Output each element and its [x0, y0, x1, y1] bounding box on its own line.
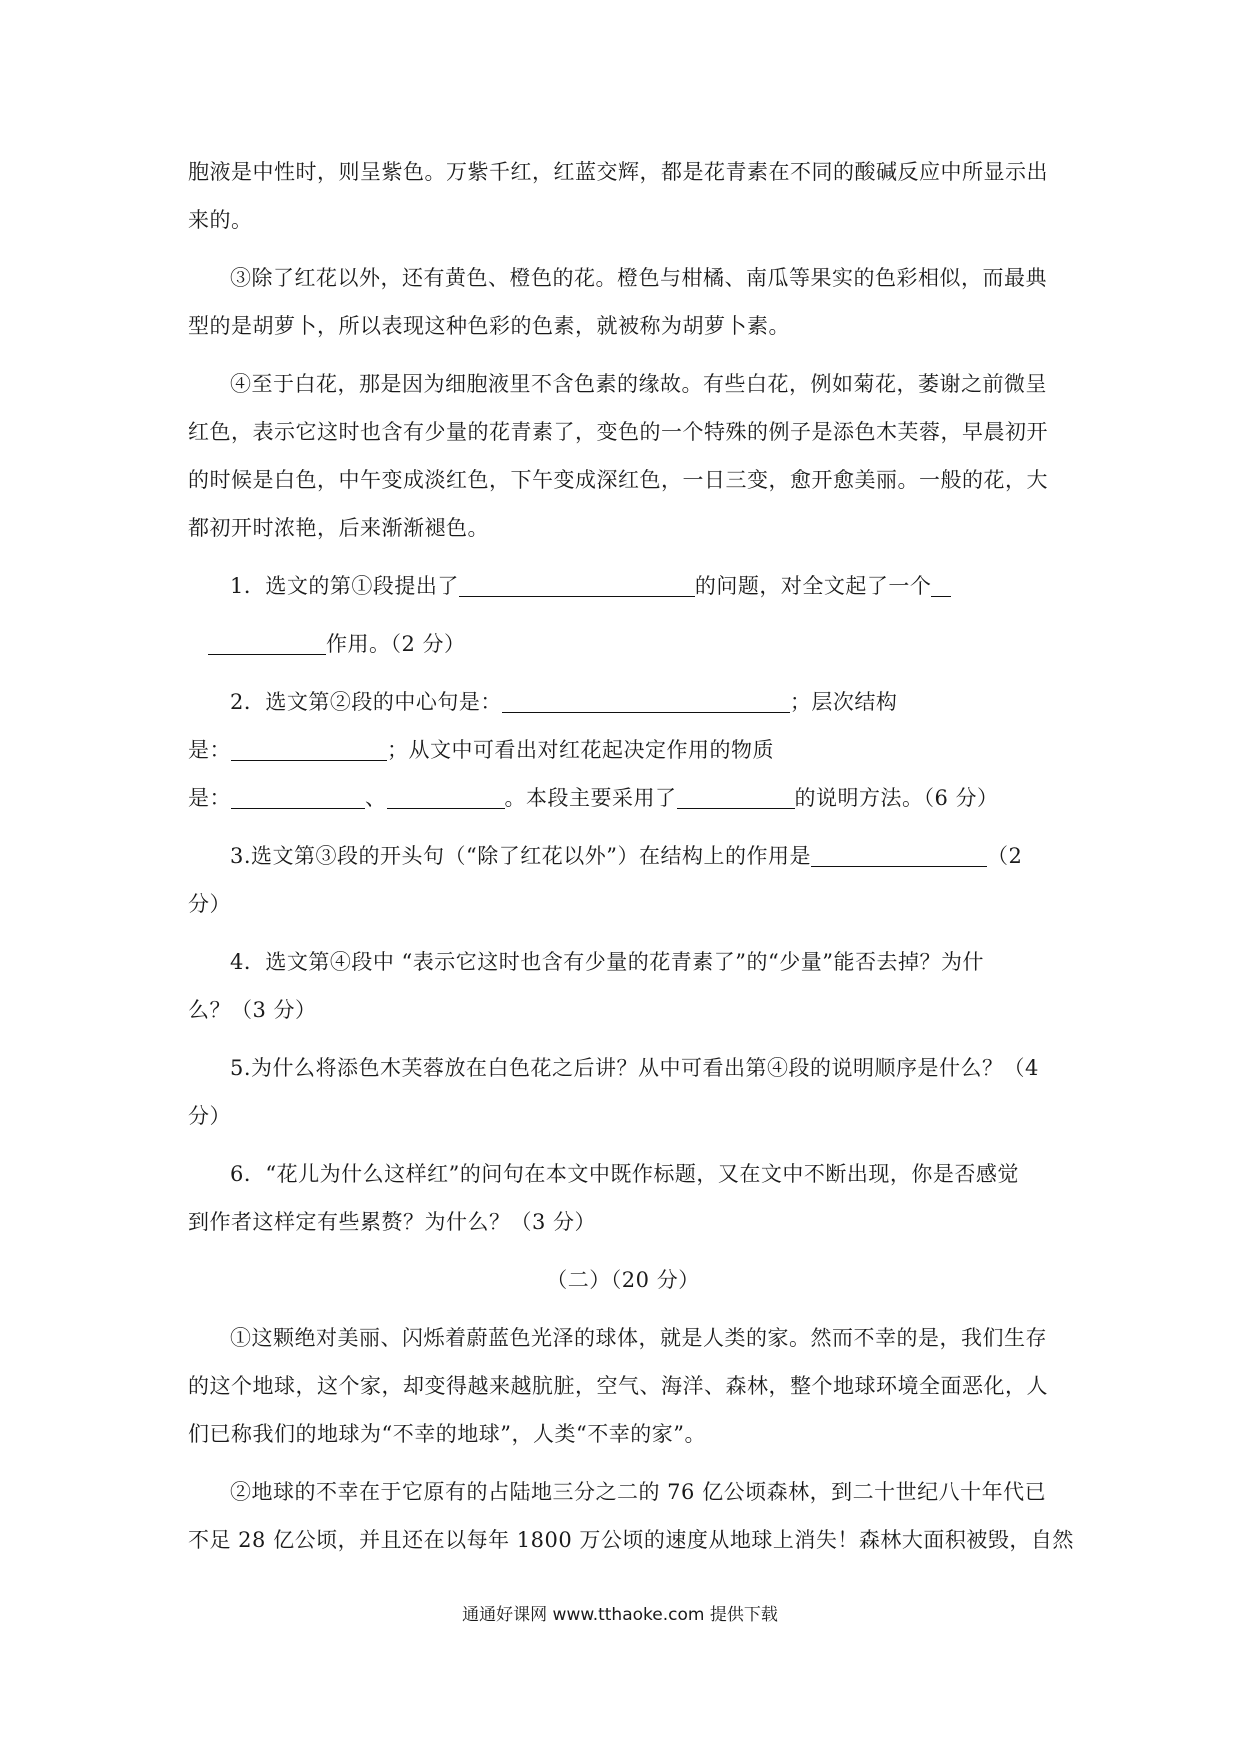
- page-footer: 通通好课网 www.tthaoke.com 提供下载: [462, 1605, 778, 1625]
- paragraph-3-line: ③除了红花以外，还有黄色、橙色的花。橙色与柑橘、南瓜等果实的色彩相似，而最典: [230, 266, 1047, 290]
- answer-blank-1a[interactable]: [459, 574, 695, 597]
- question-3-text: （2: [987, 844, 1023, 868]
- question-6-cont: 到作者这样定有些累赘？为什么？（3 分）: [188, 1210, 597, 1234]
- question-5: 5.为什么将添色木芙蓉放在白色花之后讲？从中可看出第④段的说明顺序是什么？（4: [230, 1056, 1039, 1080]
- answer-blank-2c[interactable]: [231, 786, 365, 809]
- question-6: 6．“花儿为什么这样红”的问句在本文中既作标题，又在文中不断出现，你是否感觉: [230, 1162, 1019, 1186]
- question-2-text: ；从文中可看出对红花起决定作用的物质: [387, 738, 774, 762]
- section-2-paragraph-2-line: 不足 28 亿公顷，并且还在以每年 1800 万公顷的速度从地球上消失！森林大面积被毁，自然: [188, 1528, 1074, 1552]
- section-2-paragraph-1-line: 们已称我们的地球为“不幸的地球”，人类“不幸的家”。: [188, 1422, 706, 1446]
- paragraph-4-line: 都初开时浓艳，后来渐渐褪色。: [188, 516, 489, 540]
- paragraph-4-line: 的时候是白色，中午变成淡红色，下午变成深红色，一日三变，愈开愈美丽。一般的花，大: [188, 468, 1048, 492]
- question-2-text: 2．选文第②段的中心句是：: [230, 690, 502, 714]
- answer-blank-2d[interactable]: [387, 786, 505, 809]
- question-2: [188, 678, 1058, 726]
- passage-line: 胞液是中性时，则呈紫色。万紫千红，红蓝交辉，都是花青素在不同的酸碱反应中所显示出: [188, 160, 1048, 184]
- paragraph-4-line: 红色，表示它这时也含有少量的花青素了，变色的一个特殊的例子是添色木芙蓉，早晨初开: [188, 420, 1048, 444]
- answer-blank-3[interactable]: [811, 844, 987, 867]
- question-2-cont: [188, 726, 1058, 774]
- question-2-text: 是：: [188, 786, 231, 810]
- section-2-paragraph-1-line: 的这个地球，这个家，却变得越来越肮脏，空气、海洋、森林，整个地球环境全面恶化，人: [188, 1374, 1048, 1398]
- answer-blank-2a[interactable]: [502, 690, 790, 713]
- question-1-text: 1．选文的第①段提出了: [230, 574, 459, 598]
- question-2-text: 、: [365, 786, 387, 810]
- question-1-text: 的问题，对全文起了一个: [694, 574, 932, 598]
- question-2-text: 。本段主要采用了: [504, 786, 677, 810]
- question-3-cont: 分）: [188, 892, 231, 916]
- document-page: [188, 148, 1074, 1564]
- section-2-paragraph-1-line: ①这颗绝对美丽、闪烁着蔚蓝色光泽的球体，就是人类的家。然而不幸的是，我们生存: [230, 1326, 1047, 1350]
- question-2-text: 是：: [188, 738, 231, 762]
- question-2-cont: [188, 774, 1058, 822]
- answer-blank-1b[interactable]: [931, 574, 951, 597]
- question-3: [188, 832, 1058, 880]
- answer-blank-2b[interactable]: [231, 738, 387, 761]
- answer-blank-2e[interactable]: [677, 786, 795, 809]
- question-1: [188, 562, 1058, 610]
- passage-line: 来的。: [188, 208, 253, 232]
- question-1-cont: [188, 620, 1058, 668]
- question-1-text: 作用。（2 分）: [326, 632, 466, 656]
- paragraph-4-line: ④至于白花，那是因为细胞液里不含色素的缘故。有些白花，例如菊花，萎谢之前微呈: [230, 372, 1047, 396]
- question-5-cont: 分）: [188, 1104, 231, 1128]
- question-2-text: 的说明方法。（6 分）: [794, 786, 999, 810]
- section-2-paragraph-2-line: ②地球的不幸在于它原有的占陆地三分之二的 76 亿公顷森林，到二十世纪八十年代已: [230, 1480, 1047, 1504]
- section-heading: （二）（20 分）: [546, 1268, 700, 1292]
- question-3-text: 3.选文第③段的开头句（“除了红花以外”）在结构上的作用是: [230, 844, 812, 868]
- paragraph-3-line: 型的是胡萝卜，所以表现这种色彩的色素，就被称为胡萝卜素。: [188, 314, 790, 338]
- question-4: 4．选文第④段中 “表示它这时也含有少量的花青素了”的“少量”能否去掉？为什: [230, 950, 984, 974]
- question-4-cont: 么？（3 分）: [188, 998, 317, 1022]
- answer-blank-1c[interactable]: [208, 632, 326, 655]
- question-2-text: ；层次结构: [789, 690, 898, 714]
